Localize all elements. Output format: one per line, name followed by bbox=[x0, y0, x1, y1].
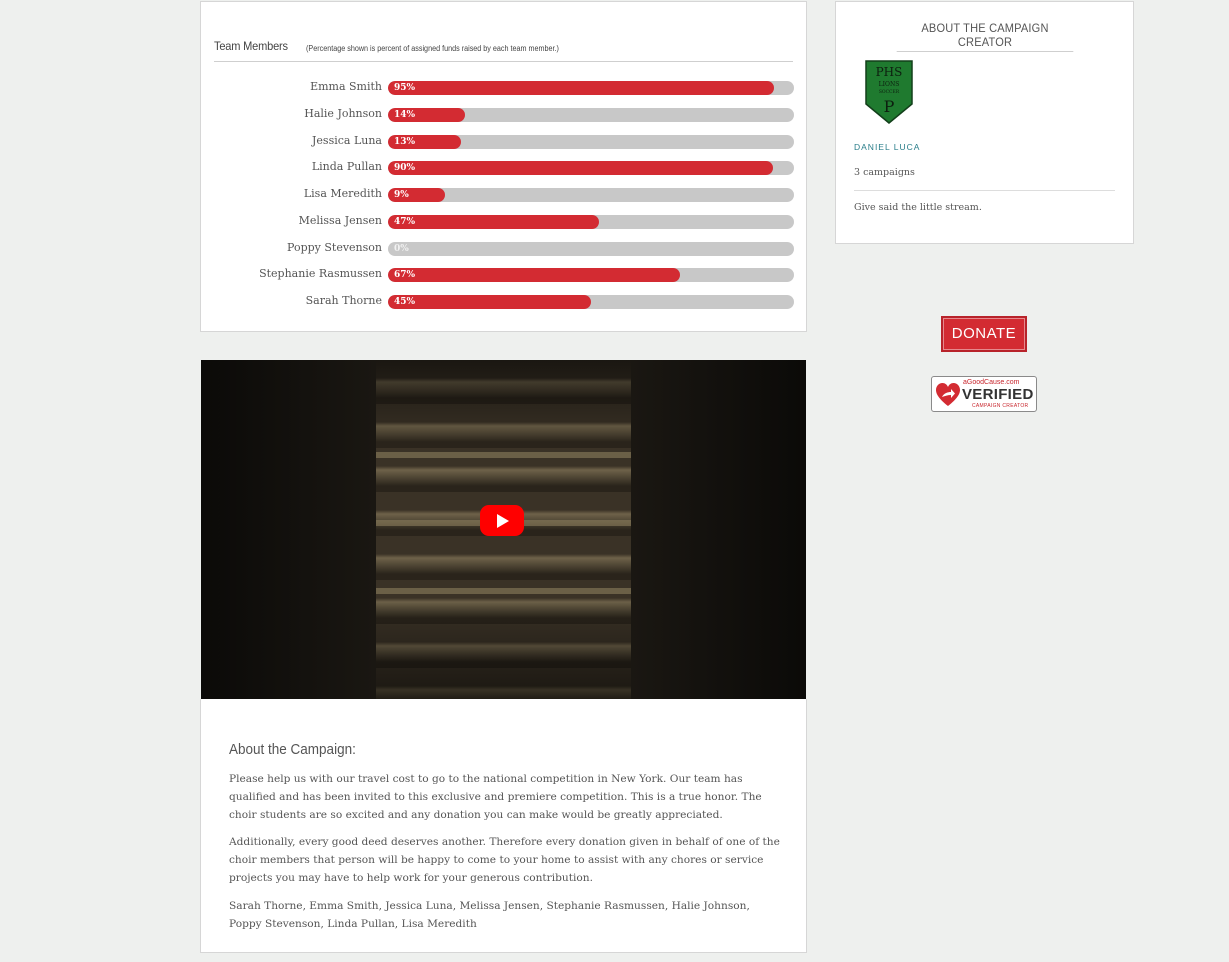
team-member-row bbox=[201, 266, 808, 282]
verified-creator-badge[interactable] bbox=[931, 376, 1037, 412]
team-members-header bbox=[214, 38, 793, 62]
team-member-row bbox=[201, 293, 808, 309]
progress-fill bbox=[388, 161, 773, 175]
progress-percent-label: 0% bbox=[394, 243, 409, 254]
progress-percent-label: 13% bbox=[394, 136, 416, 147]
progress-percent-label: 9% bbox=[394, 190, 409, 200]
team-member-name: Halie Johnson bbox=[304, 106, 382, 120]
creator-bio: Give said the little stream. bbox=[854, 202, 982, 213]
team-member-row bbox=[201, 240, 808, 256]
campaign-creator-card bbox=[835, 1, 1134, 244]
campaign-video[interactable] bbox=[201, 360, 806, 700]
video-balcony bbox=[376, 588, 631, 594]
team-member-name: Jessica Luna bbox=[312, 133, 382, 147]
svg-text:P: P bbox=[883, 97, 895, 116]
svg-text:SOCCER: SOCCER bbox=[878, 90, 900, 95]
team-member-name: Sarah Thorne bbox=[305, 294, 382, 307]
progress-percent-label: 95% bbox=[394, 83, 416, 93]
team-member-row bbox=[201, 106, 808, 122]
team-member-name: Lisa Meredith bbox=[303, 187, 382, 200]
verified-main-text: VERIFIED bbox=[962, 386, 1034, 403]
creator-heading: ABOUT THE CAMPAIGN CREATOR bbox=[897, 21, 1074, 52]
phs-lions-logo[interactable] bbox=[865, 60, 913, 124]
progress-fill bbox=[388, 268, 680, 282]
team-member-name: Stephanie Rasmussen bbox=[259, 267, 382, 281]
verified-site-text: aGoodCause.com bbox=[963, 379, 1020, 386]
progress-percent-label: 47% bbox=[394, 216, 416, 227]
progress-percent-label: 90% bbox=[394, 163, 416, 174]
svg-text:PHS: PHS bbox=[875, 65, 903, 79]
progress-track bbox=[388, 215, 794, 229]
about-paragraph: Sarah Thorne, Emma Smith, Jessica Luna, Melissa Jensen, Stephanie Rasmussen, Halie Johnson, Poppy Stevenson, Linda Pullan, Lisa Meredith bbox=[229, 900, 750, 930]
progress-fill bbox=[388, 295, 591, 309]
progress-percent-label: 45% bbox=[394, 297, 416, 307]
progress-track bbox=[388, 268, 794, 282]
donate-button[interactable]: DONATE bbox=[941, 316, 1027, 352]
about-paragraph: Please help us with our travel cost to go to the national competition in New York. Our team has qualified and has been invited to this exclusive and premiere competition. This is a true honor. The choir students are so excited and any donation you can make would be greatly appreciated. bbox=[229, 773, 762, 821]
progress-track bbox=[388, 295, 794, 309]
heart-arrow-icon bbox=[935, 382, 961, 408]
team-member-name: Melissa Jensen bbox=[298, 213, 382, 227]
progress-percent-label: 14% bbox=[394, 109, 416, 120]
progress-fill bbox=[388, 215, 599, 229]
progress-fill bbox=[388, 81, 774, 95]
svg-text:LIONS: LIONS bbox=[878, 81, 900, 88]
video-balcony bbox=[376, 452, 631, 458]
team-member-row bbox=[201, 159, 808, 175]
team-members-card bbox=[200, 1, 807, 332]
video-right-side bbox=[631, 360, 806, 700]
progress-track bbox=[388, 188, 794, 202]
team-member-row bbox=[201, 79, 808, 95]
progress-percent-label: 67% bbox=[394, 270, 416, 281]
team-member-name: Linda Pullan bbox=[311, 160, 382, 174]
progress-track bbox=[388, 81, 794, 95]
progress-track bbox=[388, 108, 794, 122]
creator-name-link[interactable]: DANIEL LUCA bbox=[854, 142, 921, 152]
team-members-note: (Percentage shown is percent of assigned funds raised by each team member.) bbox=[306, 44, 559, 53]
about-campaign-card bbox=[200, 699, 807, 953]
progress-track bbox=[388, 242, 794, 256]
team-member-name: Emma Smith bbox=[310, 80, 382, 93]
play-icon[interactable] bbox=[480, 505, 524, 536]
progress-track bbox=[388, 135, 794, 149]
verified-sub-text: CAMPAIGN CREATOR bbox=[972, 403, 1029, 409]
team-member-row bbox=[201, 186, 808, 202]
team-member-name: Poppy Stevenson bbox=[287, 240, 382, 254]
about-paragraph: Additionally, every good deed deserves another. Therefore every donation given in behalf of one of the choir members that person will be happy to come to your home to assist with any chores or service projects you may have to help work for your generous contribution. bbox=[229, 836, 780, 884]
about-campaign-title: About the Campaign: bbox=[229, 741, 356, 758]
video-left-side bbox=[201, 360, 376, 700]
team-member-row bbox=[201, 133, 808, 149]
team-members-title: Team Members bbox=[214, 39, 288, 53]
team-member-row bbox=[201, 213, 808, 229]
creator-divider bbox=[854, 190, 1115, 191]
creator-campaign-count: 3 campaigns bbox=[854, 167, 915, 178]
progress-track bbox=[388, 161, 794, 175]
